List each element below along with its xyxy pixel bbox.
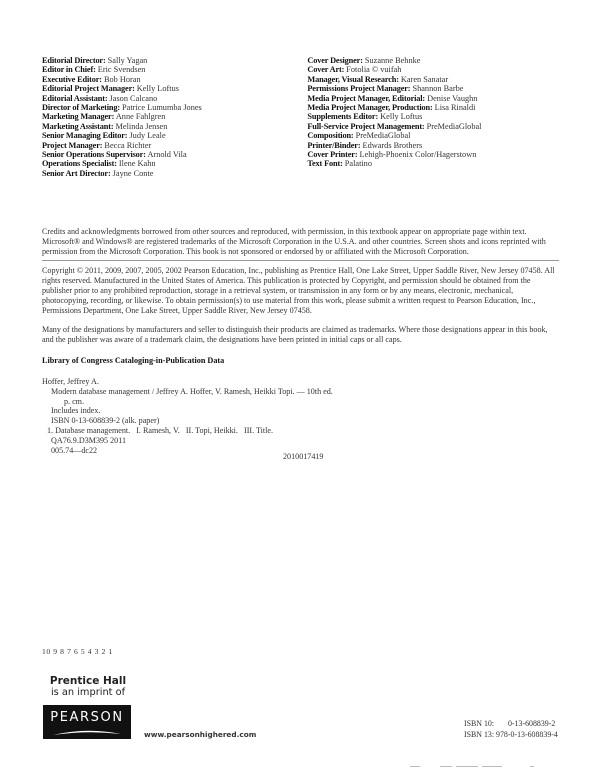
credit-name: Sally Yagan — [107, 56, 148, 65]
cip-lcc: QA76.9.D3M395 2011 — [51, 435, 127, 445]
imprint-brand: Prentice Hall — [49, 675, 127, 687]
cip-subjects: 1. Database management. I. Ramesh, V. II. Topi, Heikki. III. Title. — [47, 425, 274, 435]
credit-name: Lisa Rinaldi — [434, 103, 476, 113]
credits-left-column — [42, 56, 307, 178]
cip-book-title: Modern database management / Jeffrey A. Hoffer, V. Ramesh, Heikki Topi. — 10th ed. — [51, 386, 333, 396]
imprint-block — [38, 675, 138, 699]
credit-role: Marketing Assistant: — [42, 121, 114, 131]
section-divider — [42, 260, 559, 261]
credit-row — [307, 150, 562, 159]
credit-role: Cover Designer: — [307, 56, 363, 65]
cip-isbn: ISBN 0-13-608839-2 (alk. paper) — [51, 416, 160, 426]
credit-role: Printer/Binder: — [307, 140, 361, 150]
credit-name: PreMediaGlobal — [355, 131, 411, 141]
credit-name: Anne Fahlgren — [115, 112, 166, 122]
pearson-logo-text: PEARSON — [50, 710, 124, 725]
credit-name: Jayne Conte — [112, 168, 154, 178]
cip-pages: p. cm. — [64, 396, 85, 406]
isbn-13-label: ISBN 13: — [464, 729, 495, 739]
cip-record — [42, 377, 342, 455]
cip-index: Includes index. — [51, 406, 101, 416]
credit-role: Operations Specialist: — [42, 159, 117, 169]
credit-role: Director of Marketing: — [42, 103, 120, 113]
credit-role: Supplements Editor: — [307, 112, 379, 122]
isbn-13 — [464, 730, 558, 741]
print-line: 10 9 8 7 6 5 4 3 2 1 — [42, 647, 113, 656]
credit-name: Karen Sanatar — [400, 74, 449, 84]
credit-row — [42, 122, 307, 131]
credit-role: Project Manager: — [42, 140, 103, 150]
credit-name: Arnold Vila — [147, 150, 187, 160]
trademark-designations-note: Many of the designations by manufacturers and seller to distinguish their products are claimed as trademarks. Where those designations appear in this book, and the publisher was aware of a trademark claim, the designations have been printed in initial caps or all caps. — [42, 325, 548, 344]
credit-row — [42, 112, 307, 121]
credit-row — [307, 84, 562, 93]
credit-row — [42, 159, 307, 168]
isbn-10 — [464, 719, 558, 730]
pearson-logo — [43, 705, 131, 739]
credit-role: Composition: — [307, 131, 354, 141]
credit-name: Patrice Lumumba Jones — [122, 103, 202, 113]
credit-name: Palatino — [344, 159, 372, 169]
credit-row — [42, 65, 307, 74]
credit-row — [42, 169, 307, 178]
isbn-block — [464, 719, 558, 740]
credit-row — [307, 131, 562, 140]
credit-row — [42, 150, 307, 159]
cip-ddc: 005.74—dc22 — [51, 445, 98, 455]
cip-author: Hoffer, Jeffrey A. — [42, 377, 99, 386]
credit-role: Text Font: — [307, 159, 343, 169]
credits-block — [42, 56, 562, 178]
credit-row — [42, 141, 307, 150]
credit-role: Senior Managing Editor: — [42, 131, 128, 141]
credit-row — [307, 122, 562, 131]
credit-role: Editor in Chief: — [42, 65, 96, 75]
credit-role: Cover Art: — [307, 65, 345, 75]
credit-name: Ilene Kahn — [118, 159, 156, 169]
credit-name: Suzanne Behnke — [364, 56, 421, 65]
credit-role: Editorial Assistant: — [42, 93, 108, 103]
credit-row — [307, 103, 562, 112]
credit-name: Judy Leale — [129, 131, 166, 141]
credit-row — [307, 75, 562, 84]
credit-row — [42, 75, 307, 84]
isbn-13-value: 978-0-13-608839-4 — [496, 729, 558, 739]
credit-row — [307, 65, 562, 74]
credit-name: Edwards Brothers — [362, 140, 423, 150]
credit-name: Shannon Barbe — [412, 84, 464, 94]
credit-name: Jason Calcano — [109, 93, 158, 103]
credit-row — [307, 159, 562, 168]
publisher-url[interactable]: www.pearsonhighered.com — [144, 730, 257, 739]
credit-row — [307, 112, 562, 121]
credit-role: Full-Service Project Management: — [307, 121, 425, 131]
isbn-10-value: 0-13-608839-2 — [507, 719, 556, 728]
microsoft-trademark-note: Microsoft® and Windows® are registered trademarks of the Microsoft Corporation in the U.S.A. and other countries. Screen shots and icons reprinted with permission from the Microsoft Corporation. This book is not sponsored or endorsed by or affiliated with the Microsoft Corporation. — [42, 237, 546, 256]
copyright-notice: Copyright © 2011, 2009, 2007, 2005, 2002 Pearson Education, Inc., publishing as Prentice Hall, One Lake Street, Upper Saddle River, New Jersey 07458. All rights reserved. Manufactured in the United States of America. This publication is protected by Copyright, and permission should be obtained from the publisher prior to any prohibited reproduction, storage in a retrieval system, or transmission in any form or by any means, electronic, mechanical, photocopying, recording, or likewise. To obtain permission(s) to use material from this work, please submit a written request to Pearson Education, Inc., Permissions Department, One Lake Street, Upper Saddle River, New Jersey 07458. — [42, 266, 555, 315]
credit-name: Fotolia © vuifah — [346, 65, 402, 75]
imprint-tagline: is an imprint of — [50, 687, 126, 698]
credit-role: Executive Editor: — [42, 74, 102, 84]
credit-role: Cover Printer: — [307, 150, 358, 160]
cip-title: Library of Congress Cataloging-in-Publication Data — [42, 356, 225, 365]
credit-role: Senior Operations Supervisor: — [42, 150, 146, 160]
logo-swoosh-icon — [51, 727, 123, 737]
credit-row — [42, 131, 307, 140]
credit-role: Permissions Project Manager: — [307, 84, 411, 94]
credit-role: Marketing Manager: — [42, 112, 115, 122]
credit-row — [307, 56, 562, 65]
credit-name: Kelly Loftus — [380, 112, 423, 122]
credit-name: Eric Svendsen — [97, 65, 146, 75]
cip-control-number: 2010017419 — [283, 452, 324, 461]
credit-role: Media Project Manager, Editorial: — [307, 93, 426, 103]
credit-name: Melinda Jensen — [115, 121, 168, 131]
credit-name: Becca Richter — [104, 140, 152, 150]
credit-row — [307, 94, 562, 103]
credits-right-column — [307, 56, 562, 178]
credit-row — [42, 103, 307, 112]
credit-row — [42, 56, 307, 65]
credit-role: Senior Art Director: — [42, 168, 111, 178]
credit-name: PreMediaGlobal — [426, 121, 482, 131]
credit-row — [42, 94, 307, 103]
credit-role: Media Project Manager, Production: — [307, 103, 433, 113]
credit-name: Denise Vaughn — [427, 93, 478, 103]
credits-note: Credits and acknowledgments borrowed from other sources and reproduced, with permission, in this textbook appear on appropriate page within text. — [42, 227, 527, 236]
credit-role: Editorial Project Manager: — [42, 84, 135, 94]
credit-name: Lehigh-Phoenix Color/Hagerstown — [359, 150, 477, 160]
isbn-10-label: ISBN 10: — [464, 719, 495, 728]
scan-artifact-marks — [410, 766, 600, 769]
credit-name: Bob Horan — [103, 74, 141, 84]
credit-role: Editorial Director: — [42, 56, 106, 65]
credit-role: Manager, Visual Research: — [307, 74, 399, 84]
credit-row — [307, 141, 562, 150]
credit-row — [42, 84, 307, 93]
credit-name: Kelly Loftus — [136, 84, 179, 94]
